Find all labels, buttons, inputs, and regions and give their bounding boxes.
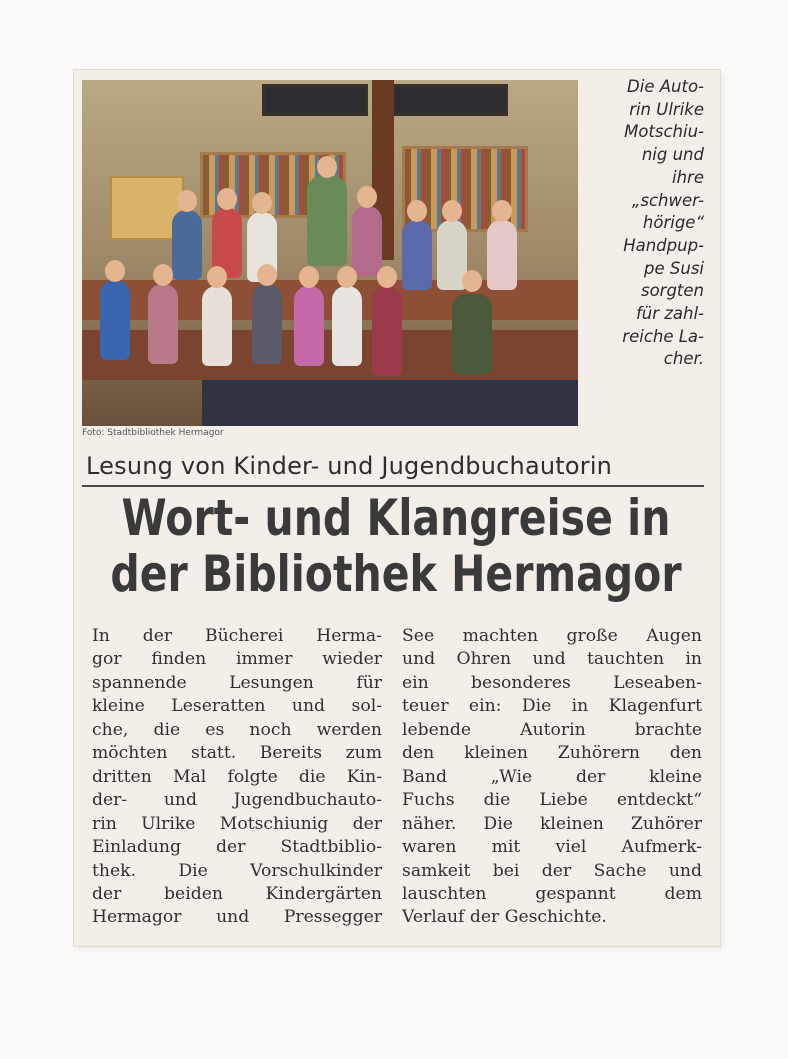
photo-child-head (377, 266, 397, 288)
photo-child-head (462, 270, 482, 292)
photo-child-head (105, 260, 125, 282)
photo-child-head (217, 188, 237, 210)
caption-line: ihre (672, 167, 704, 187)
body-line: Einladung der Stadtbiblio- (92, 837, 382, 858)
body-line: dritten Mal folgte die Kin- (92, 766, 382, 787)
photo-child (100, 280, 130, 360)
photo-child-head (492, 200, 512, 222)
photo-child-head (207, 266, 227, 288)
body-line: den kleinen Zuhörern den (402, 743, 702, 764)
body-line: ein besonderes Leseaben- (402, 672, 702, 693)
body-line: waren mit viel Aufmerk- (402, 837, 702, 858)
caption-line: rin Ulrike (629, 99, 704, 119)
photo-child-head (153, 264, 173, 286)
caption-line: pe Susi (644, 258, 704, 278)
body-line: kleine Leseratten und sol- (92, 696, 382, 717)
photo-child-head (257, 264, 277, 286)
body-line: und Ohren und tauchten in (402, 649, 702, 670)
photo-child-head (337, 266, 357, 288)
photo-child (148, 284, 178, 364)
article-photo (82, 80, 578, 426)
photo-credit: Foto: Stadtbibliothek Hermagor (82, 428, 224, 438)
photo-child-head (407, 200, 427, 222)
caption-line: sorgten (640, 281, 704, 301)
body-line: che, die es noch werden (92, 719, 382, 740)
caption-line: hörige“ (642, 213, 704, 233)
photo-child (202, 286, 232, 366)
photo-caption (586, 76, 704, 371)
body-line: näher. Die kleinen Zuhörer (402, 813, 702, 834)
photo-window (262, 84, 368, 116)
photo-child (252, 284, 282, 364)
body-line: Band „Wie der kleine (402, 766, 702, 787)
caption-line: Motschiu- (624, 122, 704, 142)
photo-child-head (357, 186, 377, 208)
body-line: Verlauf der Geschichte. (402, 907, 607, 928)
photo-window (392, 84, 508, 116)
body-line: lebende Autorin brachte (402, 719, 702, 740)
body-line: spannende Lesungen für (92, 672, 382, 693)
photo-child (402, 220, 432, 290)
caption-line: cher. (663, 349, 704, 369)
article-column-right (402, 625, 702, 930)
body-line: lauschten gespannt dem (402, 883, 702, 904)
body-line: Hermagor und Pressegger (92, 907, 382, 928)
photo-child (372, 286, 402, 376)
caption-line: Handpup- (623, 235, 704, 255)
body-line: der- und Jugendbuchauto- (92, 790, 382, 811)
photo-child (172, 210, 202, 280)
photo-author-head (317, 156, 337, 178)
caption-line: reiche La- (622, 326, 704, 346)
body-line: möchten statt. Bereits zum (92, 743, 382, 764)
photo-author (307, 176, 347, 266)
photo-child-head (442, 200, 462, 222)
photo-child (452, 294, 492, 374)
article-headline (86, 490, 706, 602)
photo-child (487, 220, 517, 290)
body-line: In der Bücherei Herma- (92, 626, 382, 646)
caption-line: Die Auto- (627, 77, 704, 96)
caption-line: nig und (641, 145, 704, 165)
article-kicker: Lesung von Kinder- und Jugendbuchautorin (86, 452, 613, 480)
photo-child (294, 286, 324, 366)
photo-child-head (177, 190, 197, 212)
photo-child (352, 206, 382, 276)
headline-line: der Bibliothek Hermagor (110, 545, 682, 603)
caption-line: „schwer- (631, 190, 704, 210)
body-line: der beiden Kindergärten (92, 883, 382, 904)
photo-child-head (299, 266, 319, 288)
photo-floor (202, 380, 578, 426)
article-column-left (92, 625, 382, 930)
body-line: thek. Die Vorschulkinder (92, 860, 382, 881)
body-line: teuer ein: Die in Klagenfurt (402, 696, 702, 717)
body-line: samkeit bei der Sache und (402, 860, 702, 881)
body-line: See machten große Augen (402, 626, 702, 646)
body-line: Fuchs die Liebe entdeckt“ (402, 790, 702, 811)
kicker-rule (82, 485, 704, 487)
caption-line: für zahl- (635, 304, 704, 324)
headline-line: Wort- und Klangreise in (121, 489, 671, 547)
body-line: gor finden immer wieder (92, 649, 382, 670)
photo-child-head (252, 192, 272, 214)
body-line: rin Ulrike Motschiunig der (92, 813, 382, 834)
photo-child (332, 286, 362, 366)
